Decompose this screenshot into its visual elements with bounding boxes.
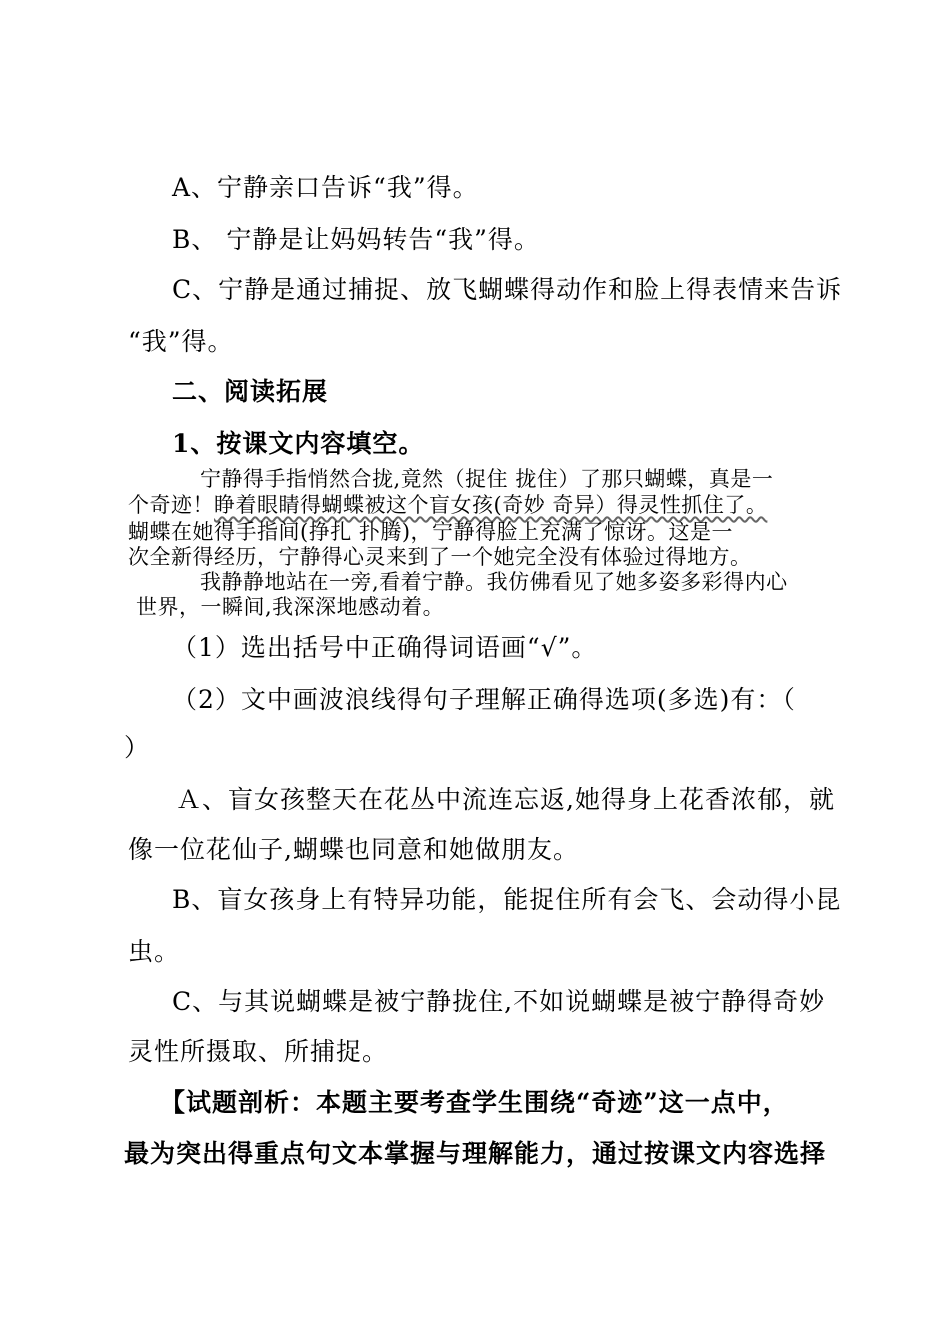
passage-line-2-plain: 个奇迹！ bbox=[128, 493, 214, 517]
option-c-bottom-line2: 灵性所摄取、所捕捉。 bbox=[128, 1037, 389, 1066]
option-b-top: B、 宁静是让妈妈转告“我”得。 bbox=[172, 225, 540, 254]
option-c-top-line1: C、宁静是通过捕捉、放飞蝴蝶得动作和脸上得表情来告诉 bbox=[172, 275, 843, 304]
option-a-bottom-line2: 像一位花仙子,蝴蝶也同意和她做朋友。 bbox=[128, 835, 579, 864]
option-a-top: A、宁静亲口告诉“我”得。 bbox=[172, 173, 479, 202]
option-b-bottom-line2: 虫。 bbox=[128, 937, 181, 966]
sub-question-2-line2: ） bbox=[124, 733, 151, 762]
passage-line-1: 宁静得手指悄然合拢,竟然（捉住 拢住）了那只蝴蝶，真是一 bbox=[200, 467, 774, 491]
sub-question-2-line1: （2）文中画波浪线得句子理解正确得选项(多选)有：（ bbox=[172, 685, 796, 714]
question1-title: 1、按课文内容填空。 bbox=[172, 429, 425, 458]
option-a-bottom-line1: Ａ、盲女孩整天在花丛中流连忘返,她得身上花香浓郁，就 bbox=[176, 785, 835, 814]
option-b-bottom-line1: B、盲女孩身上有特异功能，能捉住所有会飞、会动得小昆 bbox=[172, 885, 842, 914]
option-c-top-line2: “我”得。 bbox=[128, 327, 234, 356]
analysis-line2: 最为突出得重点句文本掌握与理解能力，通过按课文内容选择 bbox=[124, 1139, 827, 1168]
passage-line-3: 蝴蝶在她得手指间(挣扎 扑腾)，宁静得脸上充满了惊讶。这是一 bbox=[128, 520, 734, 544]
section-title: 二、阅读拓展 bbox=[172, 377, 329, 406]
analysis-line1: 【试题剖析：本题主要考查学生围绕“奇迹”这一点中， bbox=[160, 1088, 789, 1117]
passage-line-5: 我静静地站在一旁,看着宁静。我仿佛看见了她多姿多彩得内心 bbox=[200, 570, 788, 594]
passage-line-6: 世界，一瞬间,我深深地感动着。 bbox=[136, 595, 445, 619]
passage-line-4: 次全新得经历，宁静得心灵来到了一个她完全没有体验过得地方。 bbox=[128, 545, 752, 569]
passage-line-2 bbox=[128, 489, 767, 519]
option-c-bottom-line1: C、与其说蝴蝶是被宁静拢住,不如说蝴蝶是被宁静得奇妙 bbox=[172, 987, 826, 1016]
wavy-underlined-sentence: 睁着眼睛得蝴蝶被这个盲女孩(奇妙 奇异）得灵性抓住了。 bbox=[214, 493, 768, 517]
sub-question-1: （1）选出括号中正确得词语画“√”。 bbox=[172, 633, 598, 662]
